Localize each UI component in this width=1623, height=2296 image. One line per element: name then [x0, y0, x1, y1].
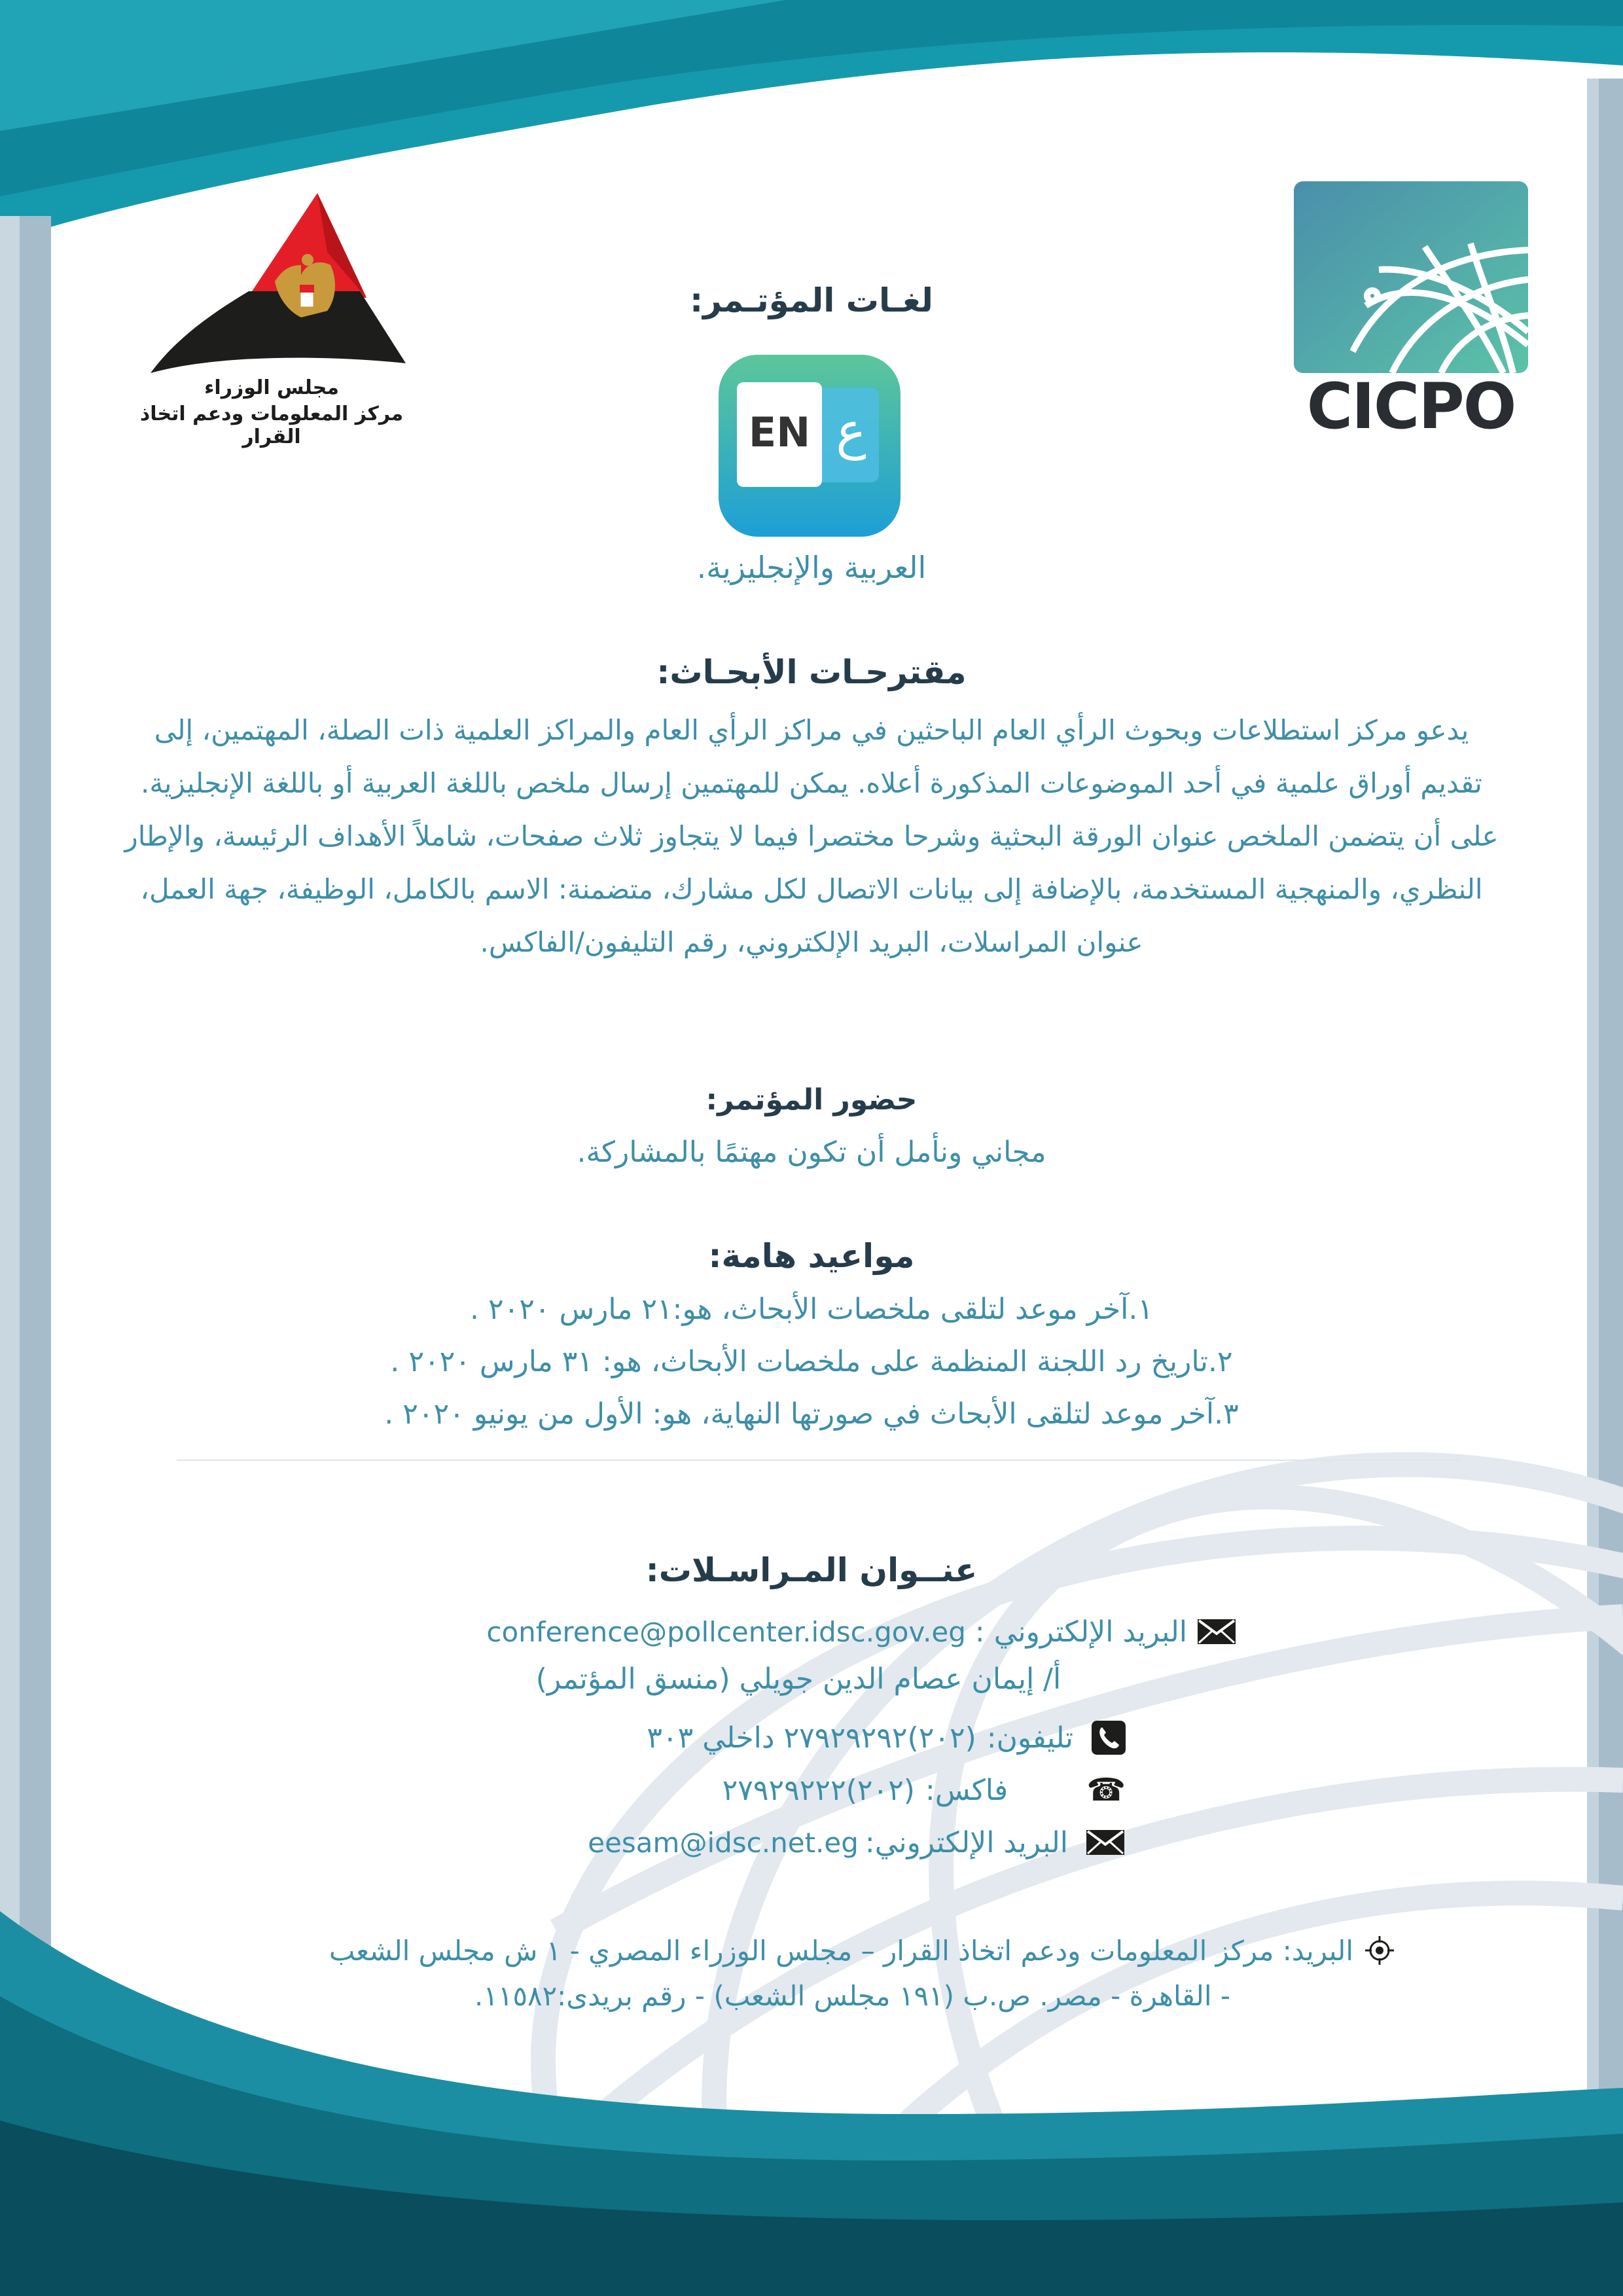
attendance-heading: حضور المؤتمر: [705, 1083, 918, 1117]
dates-heading: مواعيد هامة: [708, 1237, 915, 1275]
contact-phone-value[interactable]: (٢٠٢)٢٧٩٢٩٢٩٢ داخلي ٣٠٣ [647, 1721, 976, 1755]
location-target-icon [1365, 1936, 1394, 1965]
contact-phone-row [458, 1715, 1126, 1761]
contact-postal-line1: البريد: مركز المعلومات ودعم اتخاذ القرار – مجلس الوزراء المصري - ١ ش مجلس الشعب [329, 1934, 1353, 1967]
envelope-icon [1196, 1618, 1237, 1645]
contact-email1-label: البريد الإلكتروني : [974, 1615, 1187, 1649]
date-item-2: ٢.تاريخ رد اللجنة المنظمة على ملخصات الأبحاث، هو: ٣١ مارس ٢٠٢٠ . [390, 1345, 1233, 1378]
proposals-paragraph2: على أن يتضمن الملخص عنوان الورقة البحثية وشرحا مختصرا فيما لا يتجاوز ثلاث صفحات، شاملاً الأهداف الرئيسة، والإطار النظري، والمنهجية المستخدمة، بالإضافة إلى بيانات الاتصال لكل مشارك، متضمنة: الاسم بالكامل، الوظيفة، جهة العمل، عنوان المراسلات، البريد الإلكتروني، رقم التليفون/الفاكس. [124, 820, 1499, 958]
languages-icon [719, 355, 901, 537]
contact-postal-line2: - القاهرة - مصر. ص.ب (١٩١ مجلس الشعب) - رقم بريدى:١١٥٨٢. [474, 1980, 1230, 2012]
proposals-body [124, 704, 1499, 969]
date-item-3: ٣.آخر موعد لتلقى الأبحاث في صورتها النهاية، هو: الأول من يونيو ٢٠٢٠ . [384, 1397, 1239, 1431]
attendance-text: مجاني ونأمل أن تكون مهتمًا بالمشاركة. [577, 1136, 1046, 1169]
contact-postal-row [242, 1928, 1394, 1973]
languages-text: العربية والإنجليزية. [696, 550, 927, 585]
contact-fax-row [458, 1767, 1126, 1813]
contact-email1-row [445, 1609, 1237, 1655]
proposals-paragraph1: يدعو مركز استطلاعات وبحوث الرأي العام الباحثين في مراكز الرأي العام والمراكز العلمية ذات الصلة، المهتمين، إلى تقديم أوراق علمية في أحد الموضوعات المذكورة أعلاه. يمكن للمهتمين إرسال ملخص باللغة العربية أو باللغة الإنجليزية. [141, 714, 1482, 799]
icon-en-label: EN [748, 408, 811, 456]
idsc-line2: مركز المعلومات ودعم اتخاذ القرار [139, 403, 404, 448]
contact-email2-row [458, 1820, 1126, 1865]
section-divider [177, 1460, 1459, 1461]
fax-icon: ☎ [1086, 1772, 1126, 1808]
envelope-icon [1085, 1829, 1126, 1856]
cicpo-wordmark: CICPO [1306, 370, 1516, 443]
contact-coordinator: أ/ إيمان عصام الدين جويلي (منسق المؤتمر) [535, 1662, 1061, 1696]
contact-email2-value[interactable]: eesam@idsc.net.eg [588, 1826, 859, 1859]
proposals-heading: مقترحـات الأبحـاث: [656, 653, 967, 691]
date-item-1: ١.آخر موعد لتلقى ملخصات الأبحاث، هو:٢١ مارس ٢٠٢٠ . [469, 1293, 1154, 1326]
contact-fax-value[interactable]: (٢٠٢)٢٧٩٢٩٢٢٢ [722, 1773, 915, 1807]
contact-fax-label: فاكس: [925, 1773, 1008, 1807]
icon-ar-label: ع [836, 402, 866, 461]
contact-phone-label: تليفون: [986, 1721, 1073, 1755]
contact-email1-value[interactable]: conference@pollcenter.idsc.gov.eg [486, 1615, 966, 1648]
languages-heading: لغـات المؤتـمر: [690, 281, 933, 319]
contact-heading: عنــوان المـراسـلات: [645, 1551, 978, 1589]
contact-email2-label: البريد الإلكتروني: [865, 1825, 1068, 1859]
idsc-line1: مجلس الوزراء [204, 376, 339, 399]
phone-icon [1092, 1721, 1126, 1755]
cicpo-globe-icon [1294, 181, 1529, 374]
